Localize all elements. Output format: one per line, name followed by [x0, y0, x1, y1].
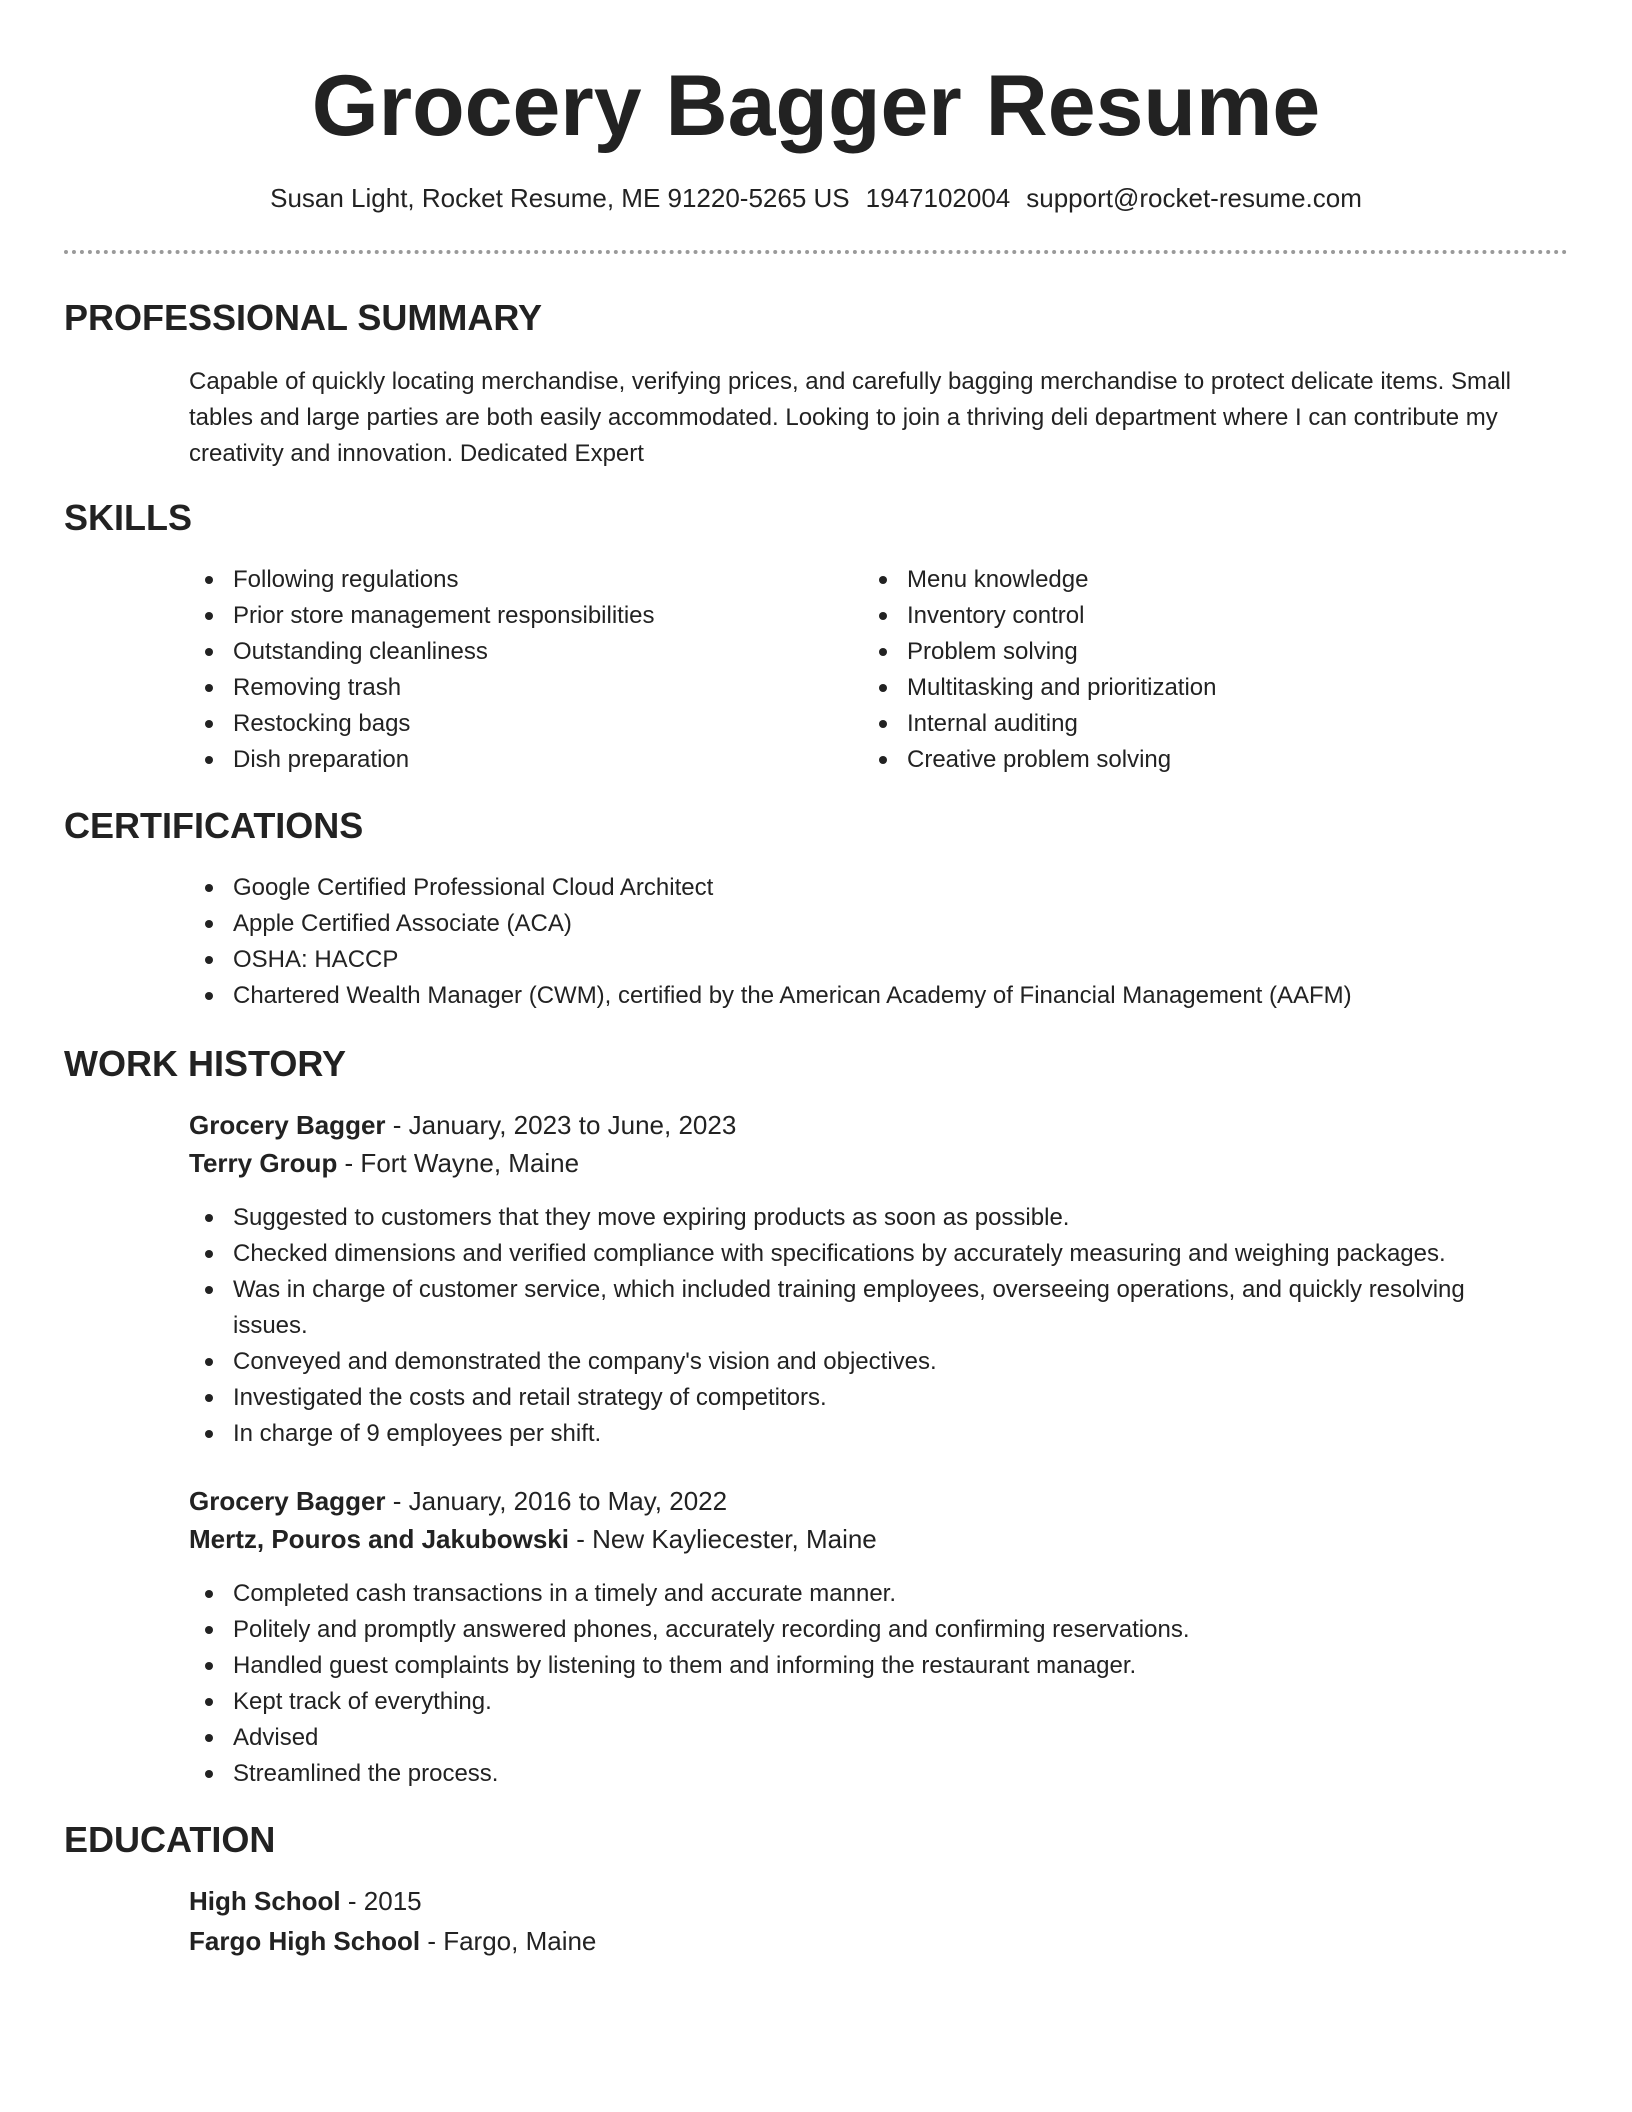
list-item: Problem solving — [863, 634, 1563, 670]
bullet-icon — [205, 956, 213, 964]
resume-title: Grocery Bagger Resume — [311, 58, 1321, 154]
contact-email: support@rocket-resume.com — [1026, 183, 1362, 213]
bullet-icon — [879, 576, 887, 584]
summary-heading: PROFESSIONAL SUMMARY — [64, 297, 543, 338]
bullet-icon — [205, 1590, 213, 1598]
job-dates: - January, 2023 to June, 2023 — [385, 1110, 737, 1140]
job-company-line — [189, 1520, 877, 1558]
job-location: - New Kayliecester, Maine — [568, 1524, 877, 1554]
education-school: Fargo High School — [189, 1926, 421, 1956]
contact-phone: 1947102004 — [865, 183, 1011, 213]
list-item: Creative problem solving — [863, 742, 1563, 778]
bullet-icon — [879, 756, 887, 764]
bullet-icon — [205, 1626, 213, 1634]
bullet-icon — [205, 684, 213, 692]
list-item: Menu knowledge — [863, 562, 1563, 598]
bullet-icon — [879, 612, 887, 620]
bullet-icon — [205, 992, 213, 1000]
bullet-icon — [879, 720, 887, 728]
list-item: Politely and promptly answered phones, accurately recording and confirming reservations. — [189, 1612, 1529, 1648]
bullet-icon — [205, 612, 213, 620]
list-item: Outstanding cleanliness — [189, 634, 849, 670]
list-item: Advised — [189, 1720, 1529, 1756]
bullet-icon — [205, 1286, 213, 1294]
skills-heading: SKILLS — [64, 497, 193, 538]
job-title-line — [189, 1106, 736, 1144]
contact-address: Susan Light, Rocket Resume, ME 91220-5265 US — [270, 183, 850, 213]
list-item: Handled guest complaints by listening to them and informing the restaurant manager. — [189, 1648, 1529, 1684]
education-location: - Fargo, Maine — [420, 1926, 597, 1956]
job-company: Mertz, Pouros and Jakubowski — [189, 1524, 569, 1554]
list-item: Chartered Wealth Manager (CWM), certified by the American Academy of Financial Management (AAFM) — [189, 978, 1569, 1014]
bullet-icon — [205, 1358, 213, 1366]
list-item: Restocking bags — [189, 706, 849, 742]
list-item: Following regulations — [189, 562, 849, 598]
education-heading: EDUCATION — [64, 1819, 276, 1860]
bullet-icon — [205, 648, 213, 656]
job-dates: - January, 2016 to May, 2022 — [385, 1486, 728, 1516]
bullet-icon — [205, 1770, 213, 1778]
bullet-icon — [205, 884, 213, 892]
list-item: Conveyed and demonstrated the company's vision and objectives. — [189, 1344, 1529, 1380]
bullet-icon — [205, 720, 213, 728]
list-item: Inventory control — [863, 598, 1563, 634]
list-item: Checked dimensions and verified compliance with specifications by accurately measuring and weighing packages. — [189, 1236, 1529, 1272]
work-history-heading: WORK HISTORY — [64, 1043, 347, 1084]
bullet-icon — [205, 1698, 213, 1706]
skills-list-left — [189, 562, 849, 778]
bullet-icon — [205, 1214, 213, 1222]
bullet-icon — [205, 576, 213, 584]
list-item: Multitasking and prioritization — [863, 670, 1563, 706]
bullet-icon — [879, 648, 887, 656]
job-bullets — [189, 1576, 1529, 1792]
job-title: Grocery Bagger — [189, 1110, 386, 1140]
list-item: Dish preparation — [189, 742, 849, 778]
job-company-line — [189, 1144, 579, 1182]
list-item: Kept track of everything. — [189, 1684, 1529, 1720]
list-item: Suggested to customers that they move expiring products as soon as possible. — [189, 1200, 1529, 1236]
bullet-icon — [205, 1734, 213, 1742]
contact-line — [0, 180, 1632, 216]
bullet-icon — [205, 1250, 213, 1258]
list-item: In charge of 9 employees per shift. — [189, 1416, 1529, 1452]
education-school-line — [189, 1922, 596, 1960]
list-item: Removing trash — [189, 670, 849, 706]
certifications-list — [189, 870, 1569, 1014]
job-location: - Fort Wayne, Maine — [337, 1148, 580, 1178]
list-item: Apple Certified Associate (ACA) — [189, 906, 1569, 942]
job-title-line — [189, 1482, 727, 1520]
list-item: OSHA: HACCP — [189, 942, 1569, 978]
job-company: Terry Group — [189, 1148, 338, 1178]
bullet-icon — [205, 1430, 213, 1438]
certifications-heading: CERTIFICATIONS — [64, 805, 364, 846]
bullet-icon — [205, 1394, 213, 1402]
list-item: Google Certified Professional Cloud Architect — [189, 870, 1569, 906]
job-title: Grocery Bagger — [189, 1486, 386, 1516]
skills-list-right — [863, 562, 1563, 778]
list-item: Internal auditing — [863, 706, 1563, 742]
education-year: - 2015 — [340, 1886, 422, 1916]
bullet-icon — [879, 684, 887, 692]
list-item: Streamlined the process. — [189, 1756, 1529, 1792]
job-bullets — [189, 1200, 1529, 1452]
bullet-icon — [205, 756, 213, 764]
education-degree-line — [189, 1882, 422, 1920]
list-item: Investigated the costs and retail strategy of competitors. — [189, 1380, 1529, 1416]
header-divider — [64, 250, 1568, 254]
education-degree: High School — [189, 1886, 341, 1916]
list-item: Was in charge of customer service, which included training employees, overseeing operations, and quickly resolving issues. — [189, 1272, 1529, 1344]
list-item: Completed cash transactions in a timely and accurate manner. — [189, 1576, 1529, 1612]
bullet-icon — [205, 920, 213, 928]
list-item: Prior store management responsibilities — [189, 598, 849, 634]
bullet-icon — [205, 1662, 213, 1670]
summary-text: Capable of quickly locating merchandise, verifying prices, and carefully bagging merchandise to protect delicate items. Small tables and large parties are both easily accommodated. Looking to join a thriving deli department where I can contribute my creativity and innovation. Dedicated Expert — [189, 368, 1512, 467]
